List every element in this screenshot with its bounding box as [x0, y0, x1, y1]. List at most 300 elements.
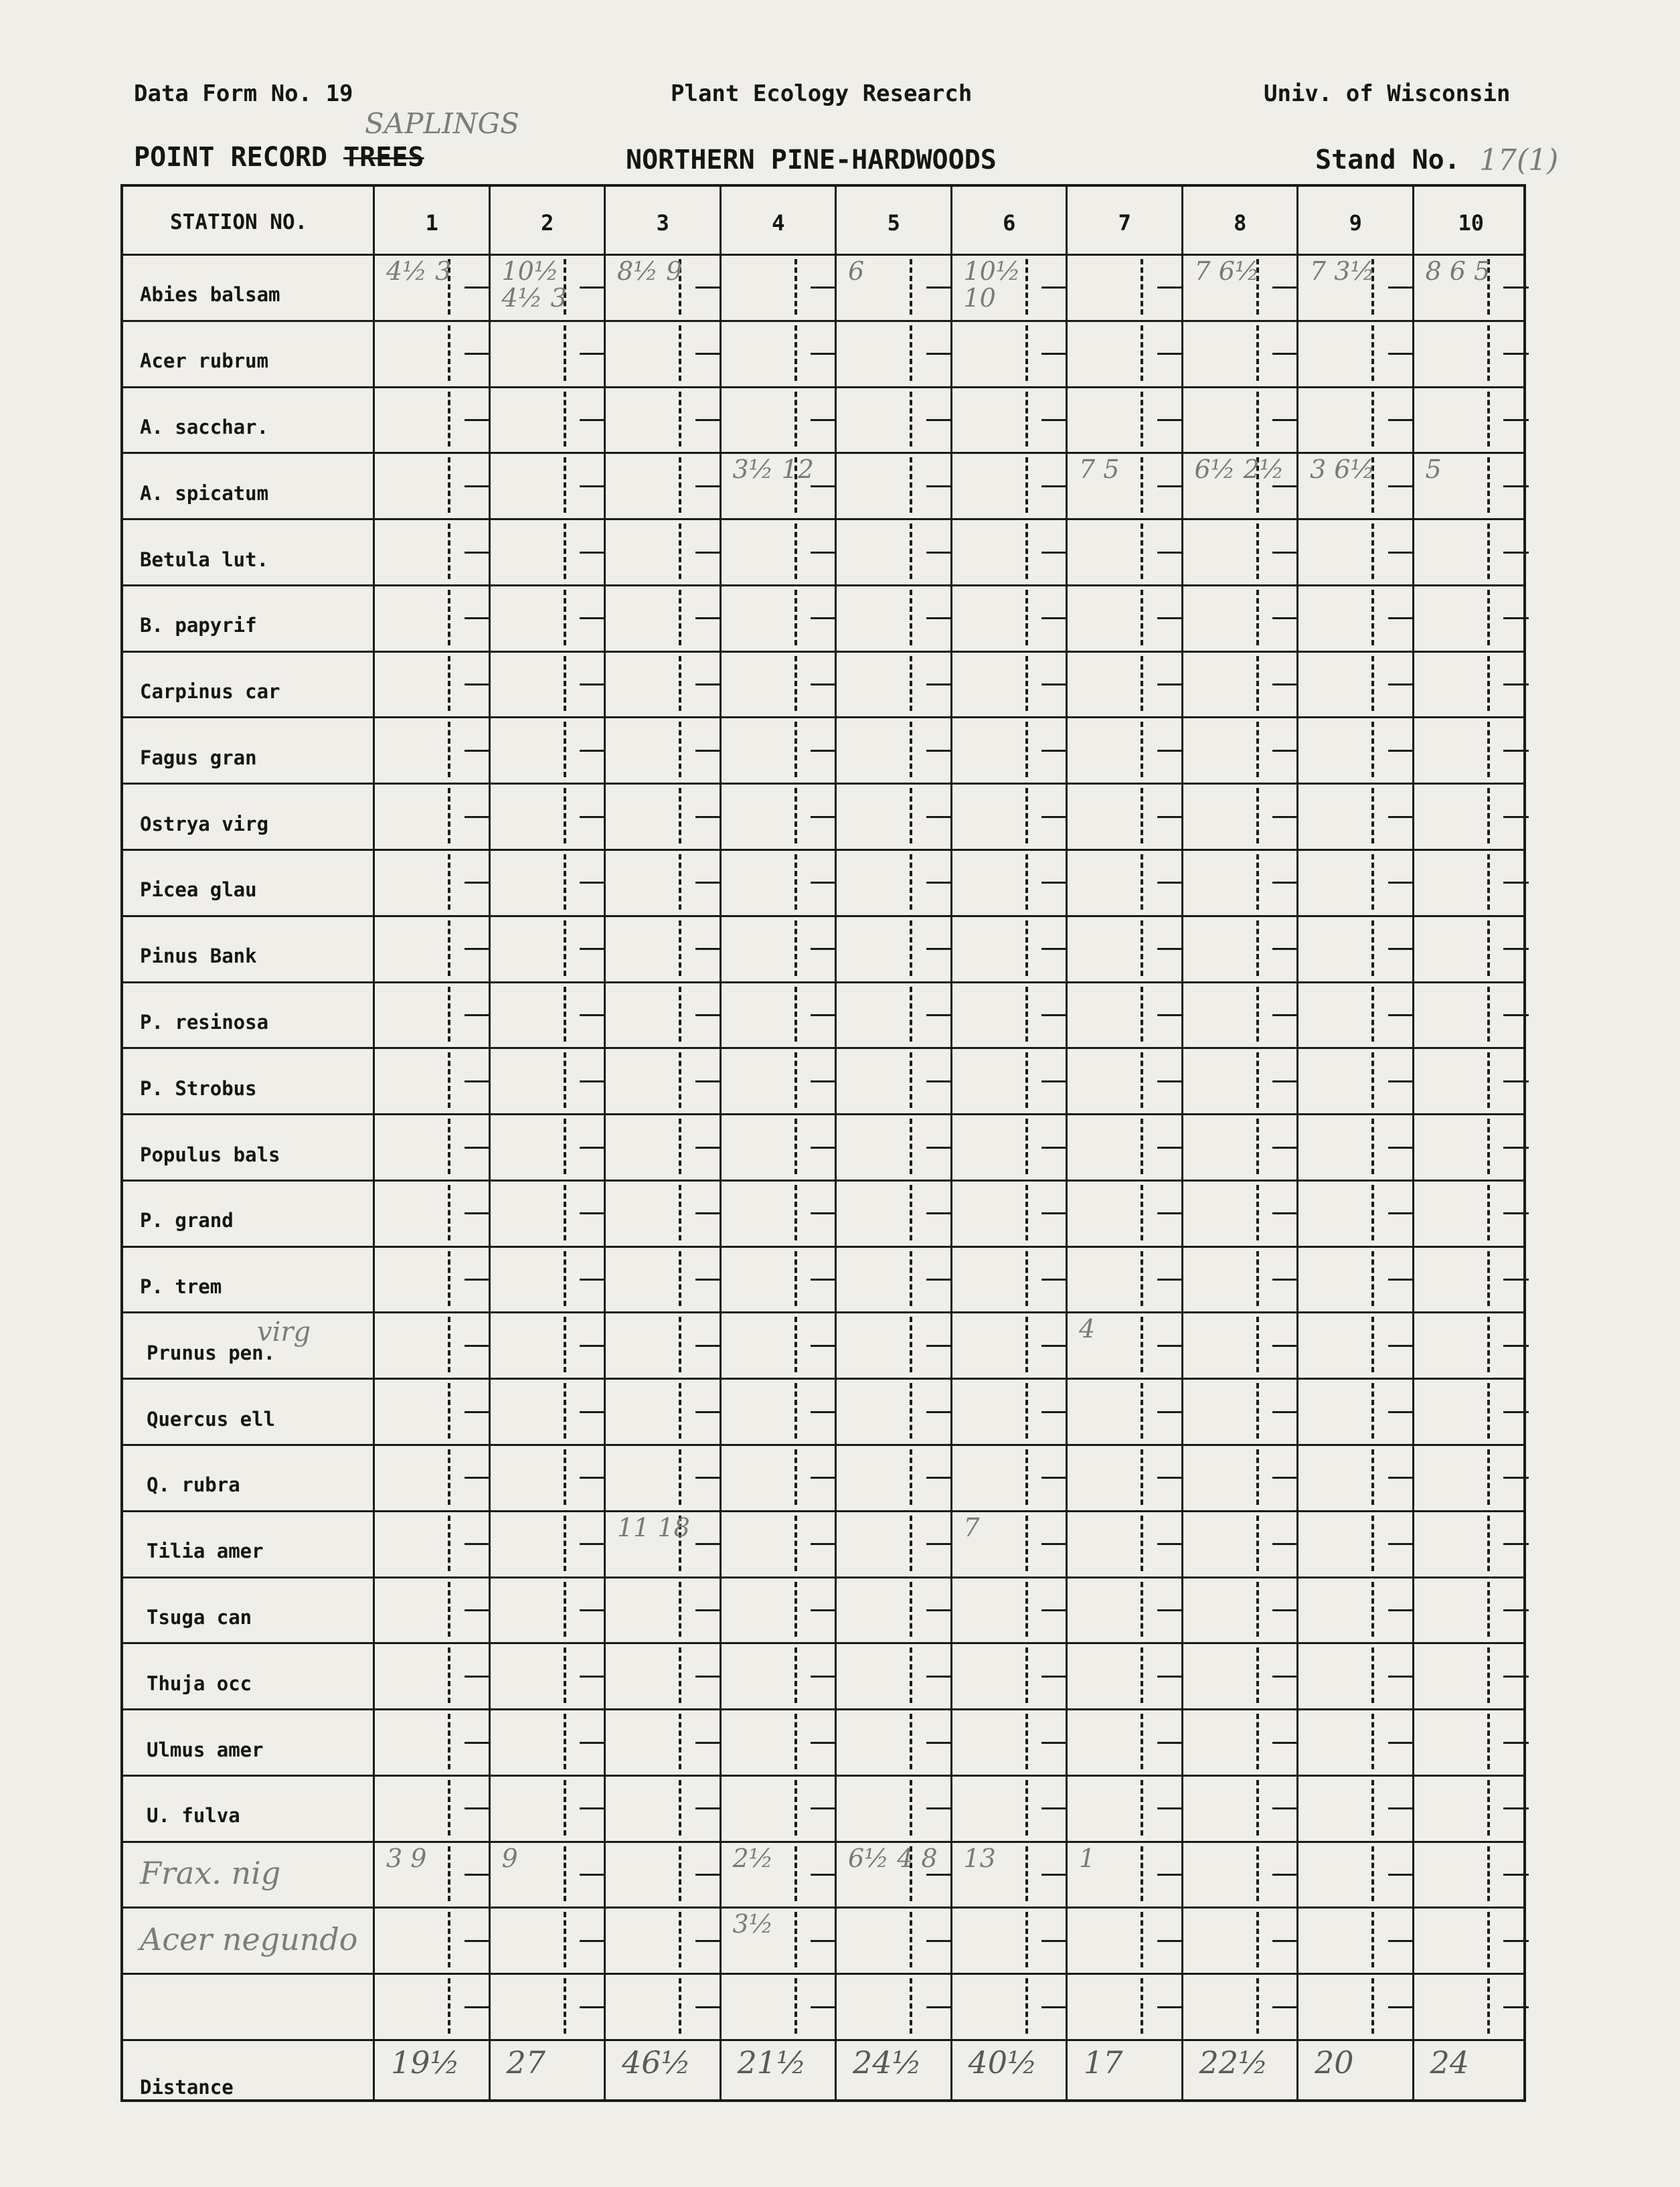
cell-dash-divider: [679, 1119, 681, 1174]
cell-tick: [1041, 2006, 1067, 2008]
cell-dash-divider: [679, 920, 681, 976]
cell-dash-divider: [448, 1251, 450, 1307]
cell-tick: [926, 1279, 952, 1281]
cell-tick: [1041, 1477, 1067, 1479]
cell-dash-divider: [1256, 1912, 1259, 1967]
cell-dash-divider: [1256, 920, 1259, 976]
cell-dash-divider: [679, 392, 681, 447]
cell-tick: [465, 1477, 490, 1479]
cell-dash-divider: [679, 1449, 681, 1505]
cell-dash-divider: [1141, 987, 1143, 1042]
cell-tick: [1388, 683, 1414, 685]
cell-tick: [1272, 1676, 1298, 1678]
cell-tick: [1157, 1279, 1183, 1281]
research-title: Plant Ecology Research: [671, 80, 973, 107]
cell-dash-divider: [1256, 1317, 1259, 1372]
cell-tick: [580, 1345, 605, 1347]
cell-dash-divider: [910, 1647, 912, 1703]
cell-dash-divider: [448, 788, 450, 843]
cell-tick: [1503, 1345, 1529, 1347]
cell-tick: [811, 683, 836, 685]
cell-tick: [1388, 485, 1414, 487]
cell-tick: [1041, 1874, 1067, 1876]
cell-dash-divider: [1141, 1383, 1143, 1439]
cell-dash-divider: [910, 1714, 912, 1769]
species-label: P. resinosa: [140, 1011, 269, 1034]
cell-dash-divider: [1256, 325, 1259, 381]
cell-dash-divider: [910, 392, 912, 447]
handwritten-value: 3½ 12: [732, 455, 814, 485]
cell-dash-divider: [448, 1516, 450, 1571]
cell-dash-divider: [564, 392, 566, 447]
species-label: Picea glau: [140, 878, 257, 902]
cell-tick: [1041, 1543, 1067, 1545]
cell-tick: [580, 683, 605, 685]
species-label: P. trem: [140, 1275, 222, 1299]
handwritten-species: Acer negundo: [140, 1921, 358, 1958]
cell-tick: [1041, 419, 1067, 421]
distance-label: Distance: [140, 2076, 234, 2099]
cell-dash-divider: [448, 1978, 450, 2034]
cell-tick: [811, 552, 836, 554]
cell-dash-divider: [794, 1714, 797, 1769]
handwritten-value: 6½ 4 8: [848, 1843, 938, 1873]
station-number: 3: [656, 210, 669, 236]
cell-dash-divider: [1487, 920, 1490, 976]
species-label: Ulmus amer: [147, 1738, 264, 1761]
cell-tick: [811, 1411, 836, 1413]
cell-tick: [811, 1477, 836, 1479]
cell-tick: [695, 683, 721, 685]
cell-tick: [465, 287, 490, 289]
cell-tick: [580, 882, 605, 884]
cell-dash-divider: [1025, 920, 1028, 976]
cell-dash-divider: [794, 325, 797, 381]
cell-dash-divider: [1141, 392, 1143, 447]
cell-dash-divider: [1256, 1119, 1259, 1174]
cell-tick: [695, 485, 721, 487]
cell-dash-divider: [679, 1582, 681, 1637]
cell-dash-divider: [1025, 1185, 1028, 1240]
cell-dash-divider: [1487, 854, 1490, 910]
cell-dash-divider: [1371, 1647, 1374, 1703]
cell-dash-divider: [448, 1383, 450, 1439]
cell-dash-divider: [448, 1052, 450, 1108]
cell-tick: [926, 948, 952, 950]
cell-tick: [1388, 1609, 1414, 1611]
cell-dash-divider: [1025, 987, 1028, 1042]
cell-dash-divider: [1371, 590, 1374, 645]
cell-dash-divider: [564, 1582, 566, 1637]
cell-dash-divider: [564, 1317, 566, 1372]
handwritten-value: 7: [963, 1512, 980, 1542]
distance-value: 20: [1315, 2044, 1354, 2081]
cell-dash-divider: [564, 656, 566, 712]
row-divider: [123, 1576, 1523, 1578]
cell-dash-divider: [448, 1912, 450, 1967]
cell-tick: [811, 816, 836, 818]
cell-tick: [1157, 1874, 1183, 1876]
cell-tick: [1041, 750, 1067, 752]
cell-dash-divider: [1487, 392, 1490, 447]
cell-tick: [1503, 1742, 1529, 1744]
column-divider: [1181, 187, 1183, 2099]
cell-tick: [1157, 683, 1183, 685]
cell-tick: [1388, 1940, 1414, 1942]
cell-dash-divider: [1487, 590, 1490, 645]
station-number: 10: [1458, 210, 1485, 236]
species-label: P. grand: [140, 1209, 234, 1232]
cell-tick: [1272, 1014, 1298, 1016]
cell-dash-divider: [1256, 987, 1259, 1042]
cell-tick: [811, 1940, 836, 1942]
cell-dash-divider: [910, 457, 912, 513]
cell-tick: [465, 1014, 490, 1016]
cell-dash-divider: [564, 1449, 566, 1505]
cell-dash-divider: [1256, 1846, 1259, 1902]
cell-tick: [1157, 882, 1183, 884]
cell-dash-divider: [910, 1383, 912, 1439]
cell-tick: [1388, 816, 1414, 818]
cell-dash-divider: [1256, 854, 1259, 910]
cell-dash-divider: [1025, 1251, 1028, 1307]
distance-value: 17: [1084, 2044, 1123, 2081]
cell-tick: [1272, 1477, 1298, 1479]
cell-tick: [1041, 1742, 1067, 1744]
cell-tick: [1272, 882, 1298, 884]
cell-tick: [811, 1676, 836, 1678]
cell-dash-divider: [1371, 1383, 1374, 1439]
station-number: 5: [887, 210, 900, 236]
cell-dash-divider: [679, 656, 681, 712]
cell-tick: [465, 1676, 490, 1678]
cell-tick: [926, 1014, 952, 1016]
species-label: Ostrya virg: [140, 812, 269, 835]
cell-dash-divider: [1141, 590, 1143, 645]
cell-dash-divider: [794, 987, 797, 1042]
cell-dash-divider: [794, 1185, 797, 1240]
cell-dash-divider: [448, 1317, 450, 1372]
cell-dash-divider: [448, 1647, 450, 1703]
cell-tick: [1041, 353, 1067, 355]
cell-tick: [695, 750, 721, 752]
handwritten-value: 7 6½: [1194, 256, 1260, 286]
cell-dash-divider: [448, 1119, 450, 1174]
cell-tick: [695, 1345, 721, 1347]
handwritten-value: 3 6½: [1310, 455, 1375, 485]
row-divider: [123, 1444, 1523, 1446]
cell-tick: [1503, 287, 1529, 289]
cell-tick: [465, 1543, 490, 1545]
cell-tick: [1041, 1807, 1067, 1809]
cell-dash-divider: [1371, 325, 1374, 381]
cell-dash-divider: [448, 1185, 450, 1240]
cell-dash-divider: [679, 1317, 681, 1372]
cell-tick: [1157, 816, 1183, 818]
cell-tick: [1272, 617, 1298, 619]
cell-dash-divider: [679, 987, 681, 1042]
cell-tick: [1157, 1477, 1183, 1479]
cell-dash-divider: [679, 1912, 681, 1967]
cell-dash-divider: [1141, 259, 1143, 315]
cell-dash-divider: [448, 1714, 450, 1769]
cell-tick: [811, 617, 836, 619]
cell-dash-divider: [679, 1052, 681, 1108]
cell-dash-divider: [910, 1052, 912, 1108]
cell-tick: [1272, 419, 1298, 421]
record-prefix: POINT RECORD: [134, 142, 327, 173]
row-divider: [123, 783, 1523, 785]
cell-tick: [695, 2006, 721, 2008]
cell-tick: [465, 948, 490, 950]
cell-tick: [811, 948, 836, 950]
cell-tick: [695, 1609, 721, 1611]
species-label: B. papyrif: [140, 614, 257, 637]
cell-tick: [580, 1807, 605, 1809]
cell-dash-divider: [1487, 1647, 1490, 1703]
cell-dash-divider: [1371, 1780, 1374, 1836]
cell-tick: [1041, 1411, 1067, 1413]
cell-dash-divider: [1487, 523, 1490, 579]
cell-dash-divider: [1256, 1714, 1259, 1769]
cell-dash-divider: [448, 920, 450, 976]
cell-tick: [926, 1543, 952, 1545]
cell-dash-divider: [1487, 1449, 1490, 1505]
cell-tick: [1041, 1676, 1067, 1678]
cell-dash-divider: [794, 1251, 797, 1307]
cell-dash-divider: [448, 656, 450, 712]
cell-tick: [580, 353, 605, 355]
cell-tick: [1503, 1940, 1529, 1942]
cell-tick: [1157, 948, 1183, 950]
cell-dash-divider: [794, 1383, 797, 1439]
cell-tick: [1272, 1279, 1298, 1281]
cell-tick: [580, 1212, 605, 1214]
cell-tick: [1041, 948, 1067, 950]
row-divider: [123, 1708, 1523, 1710]
cell-tick: [1503, 2006, 1529, 2008]
cell-tick: [1272, 485, 1298, 487]
species-label: A. spicatum: [140, 481, 269, 505]
column-divider: [950, 187, 952, 2099]
cell-tick: [1272, 1147, 1298, 1149]
cell-tick: [1503, 1147, 1529, 1149]
cell-dash-divider: [564, 987, 566, 1042]
cell-dash-divider: [448, 1780, 450, 1836]
point-record-table: [120, 184, 1526, 2102]
cell-dash-divider: [1487, 1185, 1490, 1240]
cell-tick: [811, 287, 836, 289]
cell-dash-divider: [1025, 1714, 1028, 1769]
cell-dash-divider: [1487, 1780, 1490, 1836]
cell-tick: [695, 948, 721, 950]
cell-tick: [811, 1807, 836, 1809]
cell-dash-divider: [564, 590, 566, 645]
species-label: Abies balsam: [140, 283, 280, 307]
cell-dash-divider: [679, 523, 681, 579]
cell-dash-divider: [794, 392, 797, 447]
cell-tick: [1157, 419, 1183, 421]
column-divider: [1296, 187, 1298, 2099]
cell-tick: [1503, 485, 1529, 487]
species-label: Fagus gran: [140, 746, 257, 769]
cell-tick: [926, 1477, 952, 1479]
cell-dash-divider: [679, 1978, 681, 2034]
cell-tick: [465, 2006, 490, 2008]
cell-tick: [1272, 1543, 1298, 1545]
cell-tick: [580, 1147, 605, 1149]
cell-tick: [1272, 2006, 1298, 2008]
cell-tick: [580, 1080, 605, 1082]
cell-dash-divider: [794, 259, 797, 315]
cell-dash-divider: [1141, 1978, 1143, 2034]
cell-tick: [1157, 1014, 1183, 1016]
species-label: Betula lut.: [140, 548, 269, 571]
cell-tick: [695, 816, 721, 818]
cell-tick: [1157, 2006, 1183, 2008]
cell-tick: [1503, 1014, 1529, 1016]
cell-dash-divider: [910, 788, 912, 843]
species-label: Carpinus car: [140, 680, 280, 704]
cell-tick: [1272, 1940, 1298, 1942]
cell-dash-divider: [1025, 722, 1028, 777]
cell-dash-divider: [679, 457, 681, 513]
cell-tick: [695, 1874, 721, 1876]
cell-tick: [465, 1279, 490, 1281]
handwritten-value: 3½: [732, 1909, 774, 1939]
row-divider: [123, 518, 1523, 520]
cell-tick: [695, 419, 721, 421]
cell-dash-divider: [1025, 1647, 1028, 1703]
cell-dash-divider: [1371, 1185, 1374, 1240]
cell-tick: [926, 287, 952, 289]
cell-tick: [465, 1147, 490, 1149]
cell-tick: [811, 1147, 836, 1149]
handwritten-value: 6: [848, 256, 865, 286]
cell-tick: [580, 419, 605, 421]
cell-tick: [926, 882, 952, 884]
distance-value: 22½: [1199, 2044, 1268, 2081]
distance-value: 27: [506, 2044, 546, 2081]
cell-tick: [465, 816, 490, 818]
handwritten-value: 3 9: [386, 1843, 427, 1873]
cell-tick: [1272, 287, 1298, 289]
cell-tick: [1388, 948, 1414, 950]
cell-tick: [926, 750, 952, 752]
cell-dash-divider: [448, 325, 450, 381]
row-divider: [123, 386, 1523, 388]
cell-dash-divider: [1141, 1780, 1143, 1836]
handwritten-value: 6½ 2½: [1194, 455, 1284, 485]
cell-tick: [926, 1742, 952, 1744]
header-divider: [123, 254, 1523, 256]
cell-tick: [1503, 1874, 1529, 1876]
cell-dash-divider: [679, 325, 681, 381]
cell-tick: [1503, 882, 1529, 884]
cell-tick: [695, 287, 721, 289]
cell-tick: [695, 1212, 721, 1214]
distance-value: 24½: [853, 2044, 922, 2081]
cell-dash-divider: [1256, 1582, 1259, 1637]
cell-tick: [926, 816, 952, 818]
cell-tick: [811, 882, 836, 884]
cell-dash-divider: [448, 457, 450, 513]
cell-tick: [1041, 552, 1067, 554]
cell-tick: [1041, 485, 1067, 487]
handwritten-value: 10½ 10: [963, 256, 1021, 313]
cell-tick: [1503, 353, 1529, 355]
cell-tick: [1157, 1609, 1183, 1611]
column-divider: [1412, 187, 1414, 2099]
cell-tick: [465, 1742, 490, 1744]
cell-tick: [1388, 552, 1414, 554]
cell-tick: [926, 1676, 952, 1678]
cell-dash-divider: [1371, 1978, 1374, 2034]
cell-tick: [1503, 1543, 1529, 1545]
station-number: 8: [1234, 210, 1247, 236]
record-struck-word: TREES: [343, 142, 424, 173]
cell-tick: [1388, 1345, 1414, 1347]
species-label: A. sacchar.: [140, 416, 269, 438]
cell-dash-divider: [1141, 1714, 1143, 1769]
cell-dash-divider: [1141, 1251, 1143, 1307]
cell-dash-divider: [448, 854, 450, 910]
cell-tick: [926, 683, 952, 685]
station-label: STATION NO.: [170, 210, 308, 234]
cell-dash-divider: [1025, 1383, 1028, 1439]
cell-tick: [1503, 1676, 1529, 1678]
cell-dash-divider: [564, 1383, 566, 1439]
stand-label: Stand No.: [1315, 145, 1460, 175]
cell-tick: [1041, 882, 1067, 884]
cell-dash-divider: [794, 920, 797, 976]
cell-tick: [465, 552, 490, 554]
station-number: 9: [1349, 210, 1362, 236]
distance-value: 46½: [622, 2044, 691, 2081]
species-label: Thuja occ: [147, 1672, 252, 1695]
cell-dash-divider: [679, 1185, 681, 1240]
cell-tick: [1041, 1940, 1067, 1942]
row-divider: [123, 849, 1523, 851]
cell-dash-divider: [794, 1780, 797, 1836]
cell-tick: [1503, 419, 1529, 421]
cell-tick: [926, 485, 952, 487]
cell-dash-divider: [1371, 788, 1374, 843]
cell-dash-divider: [679, 1714, 681, 1769]
cell-dash-divider: [794, 1978, 797, 2034]
cell-dash-divider: [564, 1052, 566, 1108]
cell-tick: [1157, 617, 1183, 619]
cell-tick: [465, 1212, 490, 1214]
cell-tick: [580, 750, 605, 752]
cell-tick: [1272, 1080, 1298, 1082]
column-divider: [489, 187, 491, 2099]
cell-dash-divider: [1256, 590, 1259, 645]
cell-dash-divider: [910, 1185, 912, 1240]
handwritten-value: 4: [1079, 1314, 1096, 1344]
cell-tick: [926, 1874, 952, 1876]
row-divider: [123, 1775, 1523, 1777]
cell-tick: [1388, 1742, 1414, 1744]
cell-dash-divider: [1025, 457, 1028, 513]
cell-tick: [695, 882, 721, 884]
cell-tick: [465, 485, 490, 487]
cell-tick: [1388, 1147, 1414, 1149]
cell-tick: [1272, 1212, 1298, 1214]
cell-tick: [1503, 1609, 1529, 1611]
cell-tick: [1503, 683, 1529, 685]
cell-dash-divider: [910, 1582, 912, 1637]
